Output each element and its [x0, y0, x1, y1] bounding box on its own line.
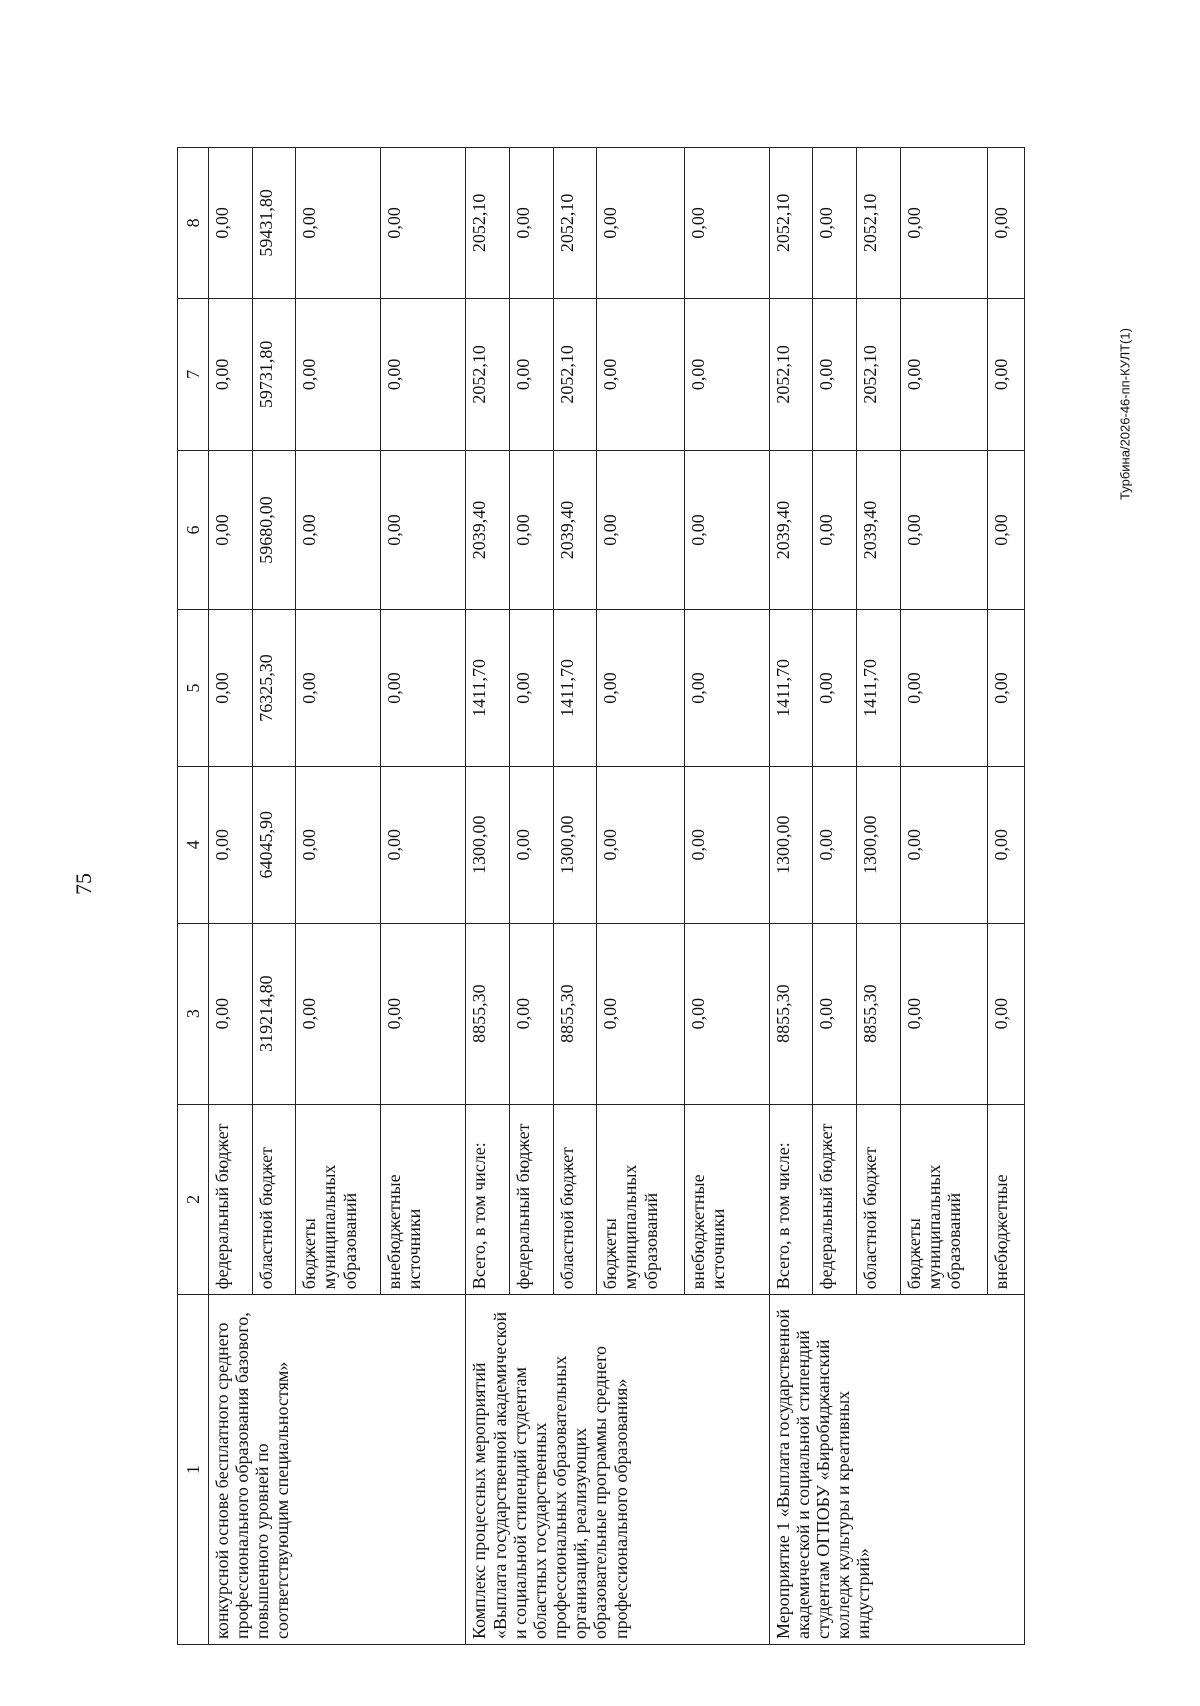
- amount-cell: 0,00: [209, 148, 253, 299]
- funding-source-cell: федеральный бюджет: [813, 1104, 857, 1295]
- amount-cell: 0,00: [296, 298, 381, 450]
- amount-cell: 2052,10: [466, 298, 510, 450]
- amount-cell: 8855,30: [466, 923, 510, 1104]
- amount-cell: 0,00: [900, 450, 987, 609]
- budget-table: [177, 147, 1025, 1645]
- amount-cell: 2052,10: [856, 298, 900, 450]
- funding-source-cell: Всего, в том числе:: [466, 1104, 510, 1295]
- table-row: [466, 148, 510, 1645]
- amount-cell: 0,00: [510, 148, 554, 299]
- amount-cell: 0,00: [209, 610, 253, 767]
- amount-cell: 1300,00: [856, 766, 900, 923]
- funding-source-cell: областной бюджет: [856, 1104, 900, 1295]
- amount-cell: 1411,70: [769, 610, 813, 767]
- program-description-cell: конкурсной основе бесплатного среднего профессионального образования базового, повышенного уровней по соответствующим специальностям»: [209, 1295, 466, 1645]
- amount-cell: 0,00: [987, 298, 1024, 450]
- header-row: [178, 148, 209, 1645]
- amount-cell: 0,00: [987, 923, 1024, 1104]
- amount-cell: 0,00: [900, 298, 987, 450]
- funding-source-cell: бюджеты муниципальных образований: [597, 1104, 684, 1295]
- amount-cell: 0,00: [987, 610, 1024, 767]
- amount-cell: 59431,80: [252, 148, 296, 299]
- table-body: [209, 148, 1025, 1645]
- amount-cell: 8855,30: [856, 923, 900, 1104]
- amount-cell: 0,00: [987, 766, 1024, 923]
- amount-cell: 0,00: [597, 766, 684, 923]
- amount-cell: 0,00: [510, 298, 554, 450]
- amount-cell: 0,00: [296, 450, 381, 609]
- amount-cell: 0,00: [381, 148, 466, 299]
- funding-source-cell: федеральный бюджет: [510, 1104, 554, 1295]
- amount-cell: 59731,80: [252, 298, 296, 450]
- amount-cell: 0,00: [900, 766, 987, 923]
- amount-cell: 0,00: [296, 923, 381, 1104]
- rotated-table-wrapper: [177, 147, 1025, 1645]
- funding-source-cell: внебюджетные источники: [381, 1104, 466, 1295]
- amount-cell: 0,00: [813, 610, 857, 767]
- program-description-cell: Мероприятие 1 «Выплата государственной академической и социальной стипендий студентам ОГПОБУ «Биробиджанский колледж культуры и креативных индустрий»: [769, 1295, 1024, 1645]
- table-row: [769, 148, 813, 1645]
- amount-cell: 0,00: [510, 450, 554, 609]
- amount-cell: 64045,90: [252, 766, 296, 923]
- amount-cell: 0,00: [381, 766, 466, 923]
- amount-cell: 2052,10: [769, 298, 813, 450]
- amount-cell: 0,00: [597, 610, 684, 767]
- amount-cell: 0,00: [296, 610, 381, 767]
- amount-cell: 2039,40: [856, 450, 900, 609]
- amount-cell: 1300,00: [553, 766, 597, 923]
- amount-cell: 319214,80: [252, 923, 296, 1104]
- amount-cell: 0,00: [510, 766, 554, 923]
- amount-cell: 0,00: [684, 298, 769, 450]
- table-row: [209, 148, 253, 1645]
- funding-source-cell: Всего, в том числе:: [769, 1104, 813, 1295]
- amount-cell: 0,00: [813, 923, 857, 1104]
- amount-cell: 1411,70: [553, 610, 597, 767]
- column-header: 5: [178, 610, 209, 767]
- amount-cell: 0,00: [597, 923, 684, 1104]
- amount-cell: 59680,00: [252, 450, 296, 609]
- amount-cell: 0,00: [684, 610, 769, 767]
- amount-cell: 0,00: [209, 298, 253, 450]
- funding-source-cell: внебюджетные: [987, 1104, 1024, 1295]
- column-header: 2: [178, 1104, 209, 1295]
- amount-cell: 0,00: [381, 610, 466, 767]
- column-header: 8: [178, 148, 209, 299]
- page-number: 75: [71, 873, 96, 895]
- funding-source-cell: бюджеты муниципальных образований: [296, 1104, 381, 1295]
- amount-cell: 0,00: [381, 450, 466, 609]
- amount-cell: 0,00: [597, 298, 684, 450]
- amount-cell: 0,00: [900, 923, 987, 1104]
- amount-cell: 0,00: [684, 148, 769, 299]
- amount-cell: 0,00: [597, 450, 684, 609]
- amount-cell: 0,00: [900, 610, 987, 767]
- amount-cell: 0,00: [209, 923, 253, 1104]
- amount-cell: 2052,10: [553, 298, 597, 450]
- amount-cell: 2039,40: [769, 450, 813, 609]
- amount-cell: 1300,00: [466, 766, 510, 923]
- column-header: 1: [178, 1295, 209, 1645]
- program-description-cell: Комплекс процессных мероприятий «Выплата государственной академической и социальной стипендий студентам областных государственных профессиональных образовательных организаций, реализующих образовательные программы среднего профессионального образования»: [466, 1295, 769, 1645]
- amount-cell: 0,00: [510, 923, 554, 1104]
- amount-cell: 0,00: [296, 148, 381, 299]
- amount-cell: 2039,40: [553, 450, 597, 609]
- amount-cell: 0,00: [381, 298, 466, 450]
- amount-cell: 8855,30: [553, 923, 597, 1104]
- amount-cell: 2052,10: [553, 148, 597, 299]
- amount-cell: 0,00: [813, 766, 857, 923]
- amount-cell: 76325,30: [252, 610, 296, 767]
- amount-cell: 2052,10: [466, 148, 510, 299]
- column-header: 3: [178, 923, 209, 1104]
- amount-cell: 0,00: [510, 610, 554, 767]
- funding-source-cell: внебюджетные источники: [684, 1104, 769, 1295]
- amount-cell: 0,00: [597, 148, 684, 299]
- amount-cell: 0,00: [684, 923, 769, 1104]
- amount-cell: 0,00: [987, 148, 1024, 299]
- column-header: 4: [178, 766, 209, 923]
- amount-cell: 0,00: [296, 766, 381, 923]
- amount-cell: 1411,70: [856, 610, 900, 767]
- amount-cell: 2039,40: [466, 450, 510, 609]
- amount-cell: 0,00: [813, 148, 857, 299]
- amount-cell: 0,00: [209, 766, 253, 923]
- funding-source-cell: бюджеты муниципальных образований: [900, 1104, 987, 1295]
- funding-source-cell: областной бюджет: [553, 1104, 597, 1295]
- amount-cell: 0,00: [381, 923, 466, 1104]
- amount-cell: 0,00: [813, 450, 857, 609]
- amount-cell: 2052,10: [856, 148, 900, 299]
- amount-cell: 0,00: [684, 766, 769, 923]
- amount-cell: 2052,10: [769, 148, 813, 299]
- amount-cell: 0,00: [987, 450, 1024, 609]
- amount-cell: 0,00: [900, 148, 987, 299]
- funding-source-cell: федеральный бюджет: [209, 1104, 253, 1295]
- amount-cell: 0,00: [209, 450, 253, 609]
- amount-cell: 8855,30: [769, 923, 813, 1104]
- funding-source-cell: областной бюджет: [252, 1104, 296, 1295]
- document-code: Турбина/2026-46-пп-КУЛТ(1): [1117, 328, 1133, 500]
- amount-cell: 0,00: [813, 298, 857, 450]
- amount-cell: 1300,00: [769, 766, 813, 923]
- column-header: 7: [178, 298, 209, 450]
- amount-cell: 1411,70: [466, 610, 510, 767]
- column-header: 6: [178, 450, 209, 609]
- amount-cell: 0,00: [684, 450, 769, 609]
